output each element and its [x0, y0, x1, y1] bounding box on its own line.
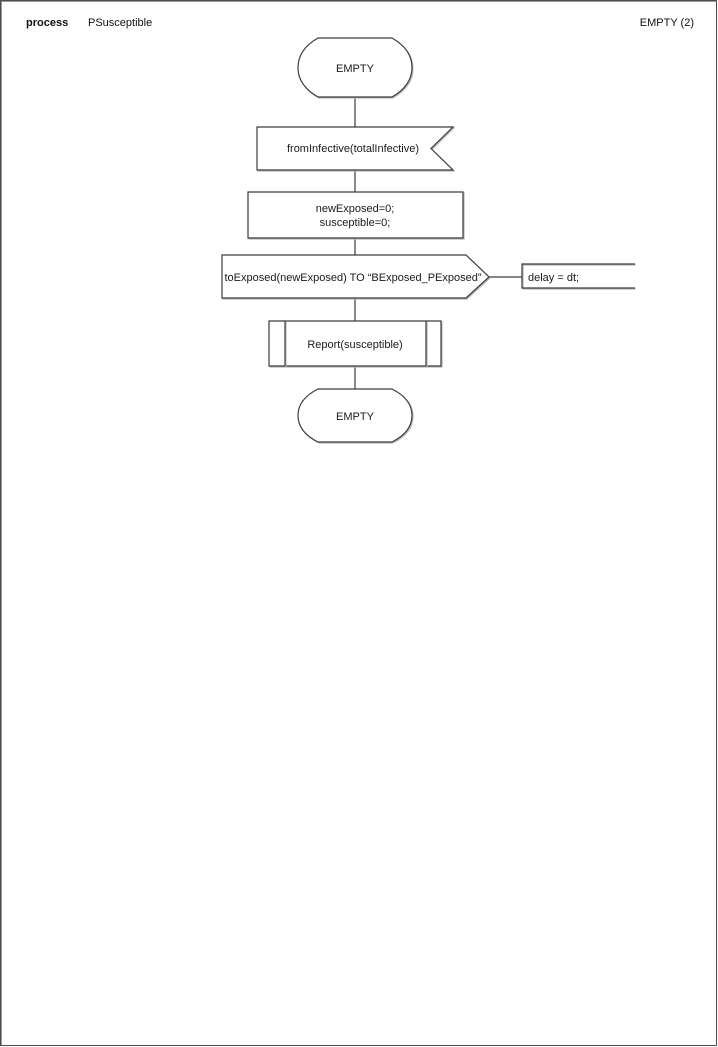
output-signal-symbol[interactable]: [222, 255, 489, 298]
comment-label: delay = dt;: [528, 272, 580, 284]
task-symbol[interactable]: [248, 192, 463, 238]
procedure-call-label: Report(susceptible): [307, 339, 403, 351]
page-state-ref-label: EMPTY (2): [639, 17, 694, 29]
end-state-label: EMPTY: [336, 411, 374, 423]
output-signal-label: toExposed(newExposed) TO “BExposed_PExposed”: [224, 272, 482, 284]
task-label-line1: newExposed=0;: [315, 203, 395, 215]
start-state-symbol[interactable]: [298, 38, 412, 97]
flowchart-canvas: [1, 1, 716, 1045]
comment-symbol[interactable]: [522, 264, 635, 288]
start-state-label: EMPTY: [336, 63, 374, 75]
process-keyword-label: process: [26, 17, 69, 29]
process-name-label: PSusceptible: [88, 17, 153, 29]
procedure-call-symbol[interactable]: [269, 321, 441, 366]
end-state-symbol[interactable]: [298, 389, 412, 442]
task-label-line2: susceptible=0;: [319, 217, 391, 229]
task-shape: [248, 192, 463, 238]
input-signal-label: fromInfective(totalInfective): [286, 143, 420, 155]
input-signal-symbol[interactable]: [257, 127, 453, 170]
